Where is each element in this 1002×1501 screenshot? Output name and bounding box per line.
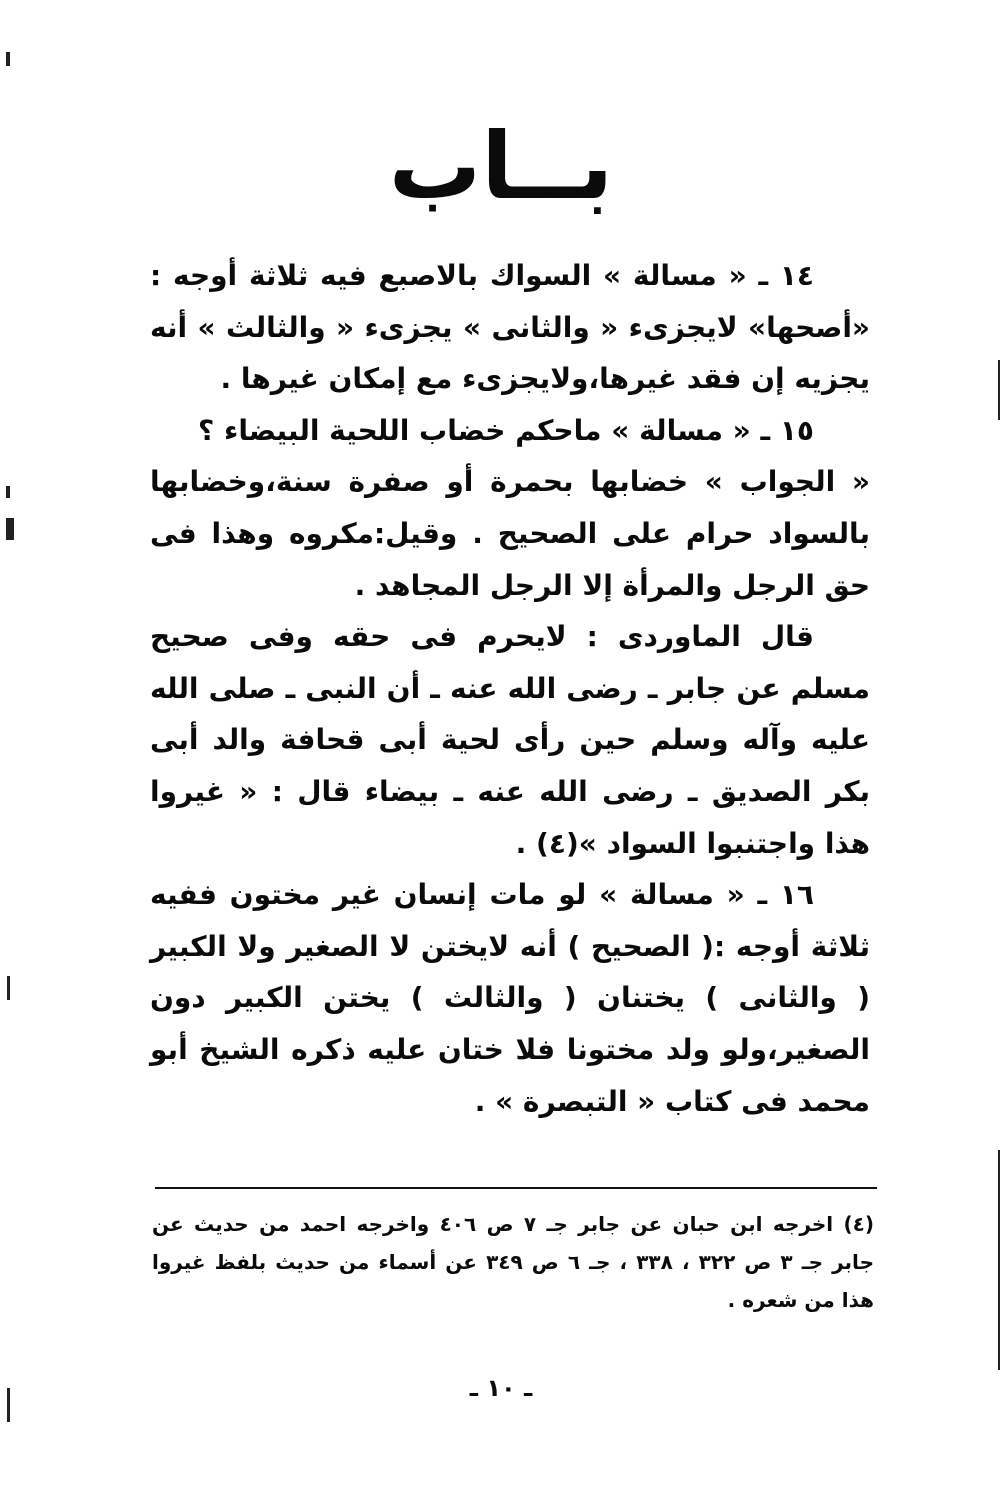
scan-mark [6,52,10,66]
footnote-4: (٤) اخرجه ابن حبان عن جابر جـ ٧ ص ٤٠٦ واخرجه احمد من حديث عن جابر جـ ٣ ص ٣٢٢ ، ٣٣٨ ، جـ ٦ ص ٣٤٩ عن أسماء من حديث بلفظ غيروا هذا من شعره . [152,1212,874,1312]
paragraph-issue-16: ١٦ ـ « مسالة » لو مات إنسان غير مختون ففيه ثلاثة أوجه :( الصحيح ) أنه لايختن لا الصغير ولا الكبير ( والثانى ) يختنان ( والثالث ) يختن الكبير دون الصغير،ولو ولد مختونا فلا ختان عليه ذكره الشيخ أبو محمد فى كتاب « التبصرة » . [150,878,870,1118]
paragraph-answer: « الجواب » خضابها بحمرة أو صفرة سنة،وخضابها بالسواد حرام على الصحيح . وقيل:مكروه وهذا فى حق الرجل والمرأة إلا الرجل المجاهد . [150,465,870,602]
footnotes [152,1205,874,1319]
scan-mark [998,1150,1000,1370]
main-text [150,250,870,1127]
paragraph-mawardi: قال الماوردى : لايحرم فى حقه وفى صحيح مسلم عن جابر ـ رضى الله عنه ـ أن النبى ـ صلى الله عليه وآله وسلم حين رأى لحية أبى قحافة والد أبى بكر الصديق ـ رضى الله عنه ـ بيضاء قال : « غيروا هذا واجتنبوا السواد »(٤) . [150,620,870,860]
scan-mark [7,1388,10,1422]
scan-mark [6,486,10,498]
paragraph-issue-14: ١٤ ـ « مسالة » السواك بالاصبع فيه ثلاثة أوجه : «أصحها» لايجزىء « والثانى » يجزىء « والثالث » أنه يجزيه إن فقد غيرها،ولايجزىء مع إمكان غيرها . [150,259,870,396]
scan-mark [6,518,14,540]
scan-mark [998,360,1000,420]
footnote-divider [155,1187,877,1189]
chapter-title: بــاب [388,113,614,220]
page-number: ـ ١٠ ـ [469,1374,533,1402]
paragraph-issue-15: ١٥ ـ « مسالة » ماحكم خضاب اللحية البيضاء ؟ [198,413,814,447]
scan-mark [7,976,10,1000]
